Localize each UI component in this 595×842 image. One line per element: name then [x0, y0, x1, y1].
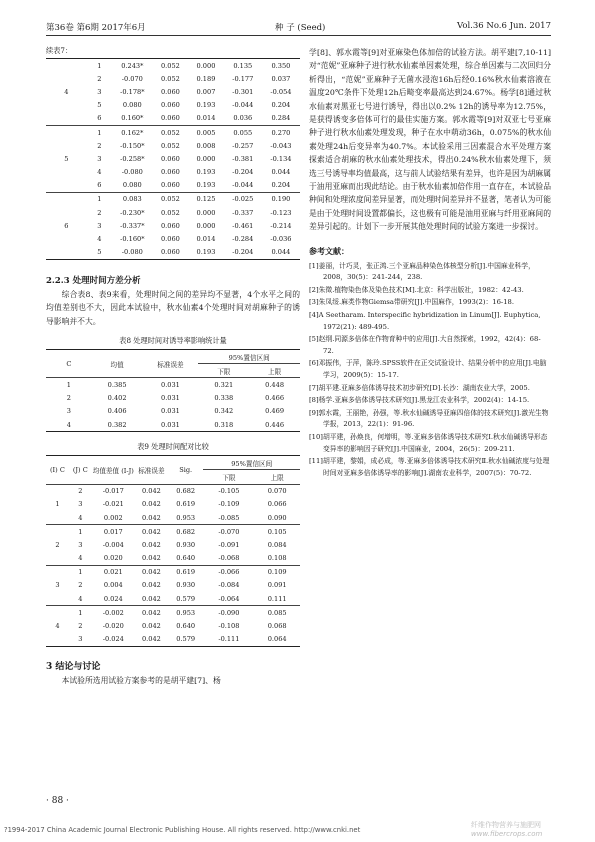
- table-cell: 0.402: [107, 394, 127, 403]
- section-3-title: 3 结论与讨论: [46, 661, 101, 672]
- table-cell: 0.042: [141, 527, 161, 536]
- table-cell: 0.020: [103, 554, 123, 563]
- section-223-body: 综合表8、表9来看，处理时间之间的差异均不显著，4个水平之间的均值差别也不大，因此本试验中，秋水仙素4个处理时间对胡麻种子的诱导影响并不大。: [46, 289, 300, 326]
- group-label: 3: [55, 581, 60, 590]
- table-cell: -0.080: [121, 168, 143, 177]
- table-cell: 1: [78, 608, 83, 617]
- table-cell: 2: [78, 622, 83, 630]
- table-cell: -0.178*: [120, 87, 145, 96]
- header-rule: [46, 35, 551, 36]
- table-cell: 0.042: [141, 487, 161, 496]
- reference-item: [11]胡平建，黎娟，成必成，等.亚麻多倍体诱导技术研究Ⅱ.秋水仙碱浓度与处理时间对亚麻多倍体诱导率的影响[J].湖南农业科学，2007(5)：70-72.: [309, 457, 550, 477]
- table-cell: 2: [97, 141, 102, 150]
- table-cell: 0.060: [160, 101, 180, 110]
- table-cell: 3: [97, 221, 102, 230]
- table-cell: 0.052: [160, 141, 180, 150]
- table-cell: -0.068: [218, 554, 240, 563]
- table-cell: 0.066: [267, 500, 287, 509]
- table-cell: 0.060: [160, 87, 180, 96]
- table-cell: 0.068: [267, 622, 287, 630]
- reference-item: [5]赵纲.同源多倍体在作物育种中的应用[J].大自然探索，1992，42(4)：68-72.: [309, 335, 541, 355]
- table-cell: 0.193: [196, 248, 216, 257]
- group-label: 4: [64, 87, 69, 96]
- table-row: [46, 484, 300, 498]
- table-row: [46, 565, 300, 579]
- table-cell: 0.682: [176, 527, 196, 536]
- table-cell: 0.105: [267, 527, 287, 536]
- table-cell: 1: [97, 128, 102, 137]
- table-cell: -0.108: [218, 622, 240, 630]
- table-cell: 0.080: [122, 101, 142, 110]
- table-cell: 0.070: [267, 487, 287, 496]
- table-row: [46, 405, 300, 418]
- table7-caption: 续表7：: [46, 46, 73, 55]
- table-cell: 0.193: [196, 101, 216, 110]
- table-cell: 3: [78, 635, 83, 644]
- table-cell: 0.004: [103, 581, 123, 590]
- table-cell: 0.406: [107, 407, 127, 416]
- table8-caption: 表8 处理时间对诱导率影响统计量: [119, 336, 227, 346]
- table-cell: 0.350: [271, 61, 291, 70]
- group-label: 1: [55, 500, 60, 509]
- reference-item: [10]胡平建，孙焕良，何增明，等.亚麻多倍体诱导技术研究Ⅰ.秋水仙碱诱导形态变异率的影响因子研究[J].中国麻业，2004，26(5)：209-211.: [309, 433, 548, 453]
- table-cell: 0.005: [196, 128, 216, 137]
- table-cell: 4: [97, 168, 102, 177]
- table-cell: 0.640: [176, 554, 196, 563]
- table-cell: 4: [66, 420, 71, 429]
- table-row: [46, 378, 300, 392]
- table-cell: -0.044: [232, 181, 254, 190]
- table-cell: -0.150*: [120, 141, 145, 150]
- table-cell: 0.085: [267, 608, 287, 617]
- table-cell: 0.052: [160, 74, 180, 83]
- table-cell: 3: [78, 540, 83, 549]
- table-cell: 0.318: [214, 420, 234, 429]
- table-cell: -0.461: [232, 221, 254, 230]
- table7: [46, 58, 300, 260]
- table-cell: 6: [97, 114, 102, 123]
- reference-list: [309, 261, 551, 480]
- table-cell: 0.160*: [121, 114, 144, 123]
- table-cell: 0.108: [267, 554, 287, 563]
- watermark-url: www.fibercrops.com: [471, 830, 543, 838]
- group-label: 4: [55, 622, 60, 630]
- table-cell: -0.002: [102, 608, 124, 617]
- table-cell: 0.338: [214, 394, 234, 403]
- table-cell: 0.579: [176, 594, 196, 603]
- table-cell: 4: [78, 554, 83, 563]
- table-cell: 2: [66, 394, 71, 403]
- reference-item: [1]姜丽，计巧灵，张正鸿.三个亚麻品种染色体核型分析[J].中国麻业科学，2008，30(5)：241-244，238.: [309, 261, 535, 282]
- table-cell: -0.134: [270, 154, 292, 163]
- table-row: [46, 633, 300, 647]
- table-cell: 0.014: [196, 235, 216, 244]
- table-cell: 0.193: [196, 181, 216, 190]
- table-cell: 0.060: [160, 235, 180, 244]
- section-3-body: 本试验所选用试验方案参考的是胡平建[7]、杨: [61, 675, 221, 685]
- table-cell: 0.052: [160, 195, 180, 204]
- table-cell: -0.044: [232, 101, 254, 110]
- table-cell: 6: [97, 181, 102, 190]
- table9-header-i: (I) C: [49, 465, 65, 474]
- table-cell: 0.084: [267, 540, 287, 549]
- table-cell: 0.031: [161, 420, 180, 429]
- table-cell: 0.042: [141, 568, 161, 577]
- reference-item: [7]胡平建.亚麻多倍体诱导技术初步研究[D].长沙：湖南农业大学，2005.: [309, 383, 530, 392]
- table-row: [46, 579, 300, 592]
- table-cell: 0.083: [122, 195, 142, 204]
- table-cell: 0.682: [176, 487, 196, 496]
- table-cell: -0.337: [232, 208, 254, 217]
- watermark-text: 纤维作物营养与施肥网: [471, 821, 541, 829]
- table-cell: 0.466: [265, 394, 285, 403]
- copyright-line: ?1994-2017 China Academic Journal Electronic Publishing House. All rights reserved. http://www.cnki.net: [4, 826, 361, 834]
- table-cell: -0.160*: [120, 235, 145, 244]
- table-row: [46, 538, 300, 551]
- table-cell: 0.042: [141, 622, 161, 630]
- table9: [46, 455, 300, 647]
- table-cell: 0.052: [160, 61, 180, 70]
- table9-header-ci: 95%置信区间: [203, 456, 300, 470]
- table-cell: -0.021: [102, 500, 124, 509]
- journal-name: 种 子 (Seed): [275, 23, 326, 33]
- table-cell: 0.008: [196, 141, 216, 150]
- group-label: 6: [64, 221, 69, 230]
- table-row: [46, 525, 300, 539]
- table-cell: 3: [97, 154, 102, 163]
- reference-item: [4]A Seetharam. Interspecific hybridization in Linum[J]. Euphytica, 1972(21): 489-495.: [309, 311, 541, 331]
- table-cell: -0.204: [232, 168, 254, 177]
- reference-item: [6]邓振伟，于萍，陈玲.SPSS软件在正交试验设计、结果分析中的应用[J].电脑学习，2009(5)：15-17.: [309, 359, 547, 380]
- table-cell: 0.382: [107, 420, 127, 429]
- table-cell: -0.091: [218, 540, 240, 549]
- table-row: [46, 619, 300, 632]
- reference-item: [2]朱徵.植物染色体及染色技术[M].北京：科学出版社，1982：42-43.: [309, 285, 524, 294]
- table-cell: 0.042: [141, 608, 161, 617]
- table-cell: 0.448: [265, 381, 285, 389]
- table-cell: 0.446: [265, 420, 285, 429]
- table-cell: -0.204: [232, 248, 254, 257]
- table-cell: 5: [97, 248, 102, 257]
- table-cell: 4: [78, 594, 83, 603]
- table-cell: 0.000: [196, 61, 216, 70]
- section-223-title: 2.2.3 处理时间方差分析: [46, 275, 141, 286]
- table-cell: 0.055: [233, 128, 253, 137]
- table-cell: 0.109: [267, 568, 287, 577]
- table-cell: 0.017: [103, 527, 123, 536]
- table-cell: -0.109: [218, 500, 240, 509]
- table-cell: 1: [97, 61, 102, 70]
- table-row: [46, 392, 300, 405]
- table-cell: 0.080: [122, 181, 142, 190]
- table-cell: 0.090: [267, 513, 287, 522]
- table-cell: 0.189: [196, 74, 216, 83]
- table-cell: 0.060: [160, 248, 180, 257]
- table-cell: 0.060: [160, 114, 180, 123]
- right-column: [309, 46, 551, 480]
- group-label: 5: [64, 154, 69, 163]
- table-cell: -0.090: [218, 608, 240, 617]
- table-cell: -0.214: [270, 221, 292, 230]
- group-label: 2: [55, 540, 60, 549]
- table-cell: 0.036: [233, 114, 253, 123]
- table-cell: 0.342: [214, 407, 234, 416]
- table-row: [46, 59, 300, 73]
- table-cell: -0.230*: [120, 208, 145, 217]
- table-cell: -0.177: [232, 74, 254, 83]
- table-cell: -0.257: [232, 141, 254, 150]
- table8-header-c: C: [66, 359, 72, 368]
- table-cell: 1: [97, 195, 102, 204]
- table-cell: -0.036: [270, 235, 292, 244]
- table-cell: -0.070: [218, 527, 240, 536]
- table-cell: -0.043: [270, 141, 292, 150]
- table-cell: 3: [66, 407, 71, 416]
- left-column: [46, 46, 300, 687]
- table-cell: 0.002: [103, 513, 123, 522]
- table-cell: 0.060: [160, 181, 180, 190]
- table8-header-lower: 下限: [217, 367, 231, 376]
- table-row: [46, 551, 300, 565]
- table8-header-upper: 上限: [268, 367, 282, 376]
- table9-header-j: (J) C: [72, 465, 88, 474]
- table-cell: 0.193: [196, 168, 216, 177]
- table-cell: -0.284: [232, 235, 254, 244]
- table9-header-lower: 下限: [222, 473, 236, 482]
- table-cell: -0.301: [232, 87, 254, 96]
- table-cell: 0.060: [160, 154, 180, 163]
- table-cell: 0.135: [233, 61, 253, 70]
- table-cell: 3: [78, 500, 83, 509]
- table-cell: 0.042: [141, 540, 161, 549]
- table9-header-sig: Sig.: [179, 465, 193, 474]
- table-row: [46, 592, 300, 606]
- table-cell: 0.052: [160, 128, 180, 137]
- table-cell: 0.064: [267, 635, 287, 644]
- table-cell: 0.060: [160, 168, 180, 177]
- table-cell: 0.031: [161, 381, 180, 389]
- table-cell: 0.060: [160, 221, 180, 230]
- table-cell: 0.042: [141, 581, 161, 590]
- table-cell: 0.640: [176, 622, 196, 630]
- table-cell: -0.025: [232, 195, 254, 204]
- journal-volume: Vol.36 No.6 Jun. 2017: [456, 21, 551, 31]
- table-cell: 5: [97, 101, 102, 110]
- table-cell: 4: [78, 513, 83, 522]
- table-cell: 0.579: [176, 635, 196, 644]
- table-cell: -0.084: [218, 581, 240, 590]
- table-cell: -0.258*: [120, 154, 145, 163]
- table-cell: -0.024: [102, 635, 124, 644]
- table-cell: 0.042: [141, 635, 161, 644]
- table-cell: -0.080: [121, 248, 143, 257]
- table-cell: 0.031: [161, 407, 180, 416]
- table-cell: 0.044: [271, 168, 291, 177]
- table-cell: 1: [66, 381, 71, 389]
- table-cell: 0.284: [271, 114, 291, 123]
- table-cell: 0.031: [161, 394, 180, 403]
- table-cell: 1: [78, 568, 83, 577]
- table-cell: 0.014: [196, 114, 216, 123]
- references-title: 参考文献：: [309, 245, 349, 256]
- table-cell: 2: [78, 581, 83, 590]
- table-cell: 0.321: [214, 381, 234, 389]
- table-cell: 0.111: [267, 594, 287, 603]
- journal-issue-info: 第36卷 第6期 2017年6月: [46, 23, 146, 33]
- table-cell: 0.052: [160, 208, 180, 217]
- table-cell: 0.930: [176, 581, 196, 590]
- table-cell: 0.091: [267, 581, 287, 590]
- reference-item: [3]朱凤绥.麻类作物Giemsa带研究[J].中国麻作，1993(2)：16-18.: [309, 298, 515, 307]
- page-number: · 88 ·: [46, 796, 69, 806]
- table-cell: 0.044: [271, 248, 291, 257]
- table-cell: -0.105: [218, 487, 240, 496]
- table-cell: 0.125: [196, 195, 216, 204]
- table-cell: 0.042: [141, 594, 161, 603]
- table-cell: 0.953: [176, 608, 196, 617]
- table-cell: -0.070: [121, 74, 143, 83]
- table-cell: -0.085: [218, 513, 240, 522]
- table-row: [46, 498, 300, 511]
- table8-header-ci: 95%置信区间: [198, 350, 300, 364]
- reference-item: [9]郭水霞，王丽艳，孙强，等.秋水仙碱诱导亚麻四倍体的技术研究[J].激光生物学报，2013，22(1)：91-96.: [309, 408, 549, 429]
- table9-header-upper: 上限: [270, 473, 284, 482]
- table-cell: 3: [97, 87, 102, 96]
- table-cell: 0.042: [141, 513, 161, 522]
- table-cell: -0.054: [270, 87, 292, 96]
- table-cell: 2: [97, 74, 102, 83]
- table-cell: 0.021: [103, 568, 123, 577]
- table-cell: 0.953: [176, 513, 196, 522]
- table-cell: 0.042: [141, 500, 161, 509]
- table-cell: -0.381: [232, 154, 254, 163]
- table-cell: -0.111: [218, 635, 240, 644]
- table9-header-diff: 均值差值 (I-J): [92, 466, 134, 475]
- table-row: [46, 606, 300, 620]
- discussion-text: 学[8]、郭水霞等[9]对亚麻染色体加倍的试验方法。胡平建[7,10-11]对“范妮”亚麻种子进行秋水仙素单因素处理，综合单因素与二次回归分析得出，“范妮”亚麻种子无菌水浸泡16h后经0.16%秋水仙素溶液在温度20℃条件下处理12h后畸变率最高达到24.67%。杨学[8]通过秋水仙素对黑亚七号进行诱导，得出以0.2% 12h的诱导率为12.75%，是获得诱变多倍体可行的最佳实施方案。郭水霞等[9]对双亚七号亚麻种子进行秋水仙素处理发现，种子在水中萌动36h，0.075%的秋水仙素处理24h后变异率为40.7%。本试验采用三因素混合水平处理方案探索适合胡麻的秋水仙素处理技术，得出0.24%秋水仙素处理下，须选三号诱导率均值最高，这与前人试验结果有差异，也许是因为胡麻属于油用亚麻而出现此结论。由于秋水仙素加倍作用一直存在，本试验品种间和处理浓度间差异显著，而处理时间差异并不显著，笔者认为可能是由于处理时间设置都偏长，这也极有可能是油用亚麻与纤用亚麻间的差异引起的。计划下一步开展其他处理时间的试验方案进一步探讨。: [309, 48, 551, 232]
- table-row: [46, 192, 300, 206]
- table-cell: -0.017: [102, 487, 124, 496]
- table-cell: 2: [78, 487, 83, 496]
- table-cell: -0.066: [218, 568, 240, 577]
- table9-header-se: 标准误差: [138, 466, 165, 475]
- table8-header-mean: 均值: [110, 360, 124, 369]
- table-cell: -0.004: [102, 540, 124, 549]
- table-cell: 0.619: [176, 568, 196, 577]
- table9-caption: 表9 处理时间配对比较: [137, 442, 209, 452]
- table-cell: 1: [78, 527, 83, 536]
- table8: [46, 349, 300, 432]
- table-cell: 0.037: [271, 74, 291, 83]
- table-cell: 0.162*: [121, 128, 144, 137]
- table-cell: -0.337*: [120, 221, 145, 230]
- table-cell: -0.123: [270, 208, 292, 217]
- table8-header-se: 标准误差: [157, 360, 184, 369]
- reference-item: [8]杨学.亚麻多倍体诱导技术研究[J].黑龙江农业科学，2002(4)：14-15.: [309, 396, 530, 405]
- table-cell: 4: [97, 235, 102, 244]
- table-cell: 0.243*: [121, 61, 144, 70]
- table-cell: -0.064: [218, 594, 240, 603]
- table-cell: 0.619: [176, 500, 196, 509]
- table-row: [46, 418, 300, 432]
- table-row: [46, 125, 300, 139]
- table-cell: 0.385: [107, 381, 127, 389]
- table-cell: 0.204: [271, 101, 291, 110]
- table-cell: 0.024: [103, 594, 123, 603]
- table-cell: 0.000: [196, 154, 216, 163]
- table-row: [46, 511, 300, 525]
- table-cell: 0.270: [271, 128, 291, 137]
- table-cell: 0.042: [141, 554, 161, 563]
- table-cell: 0.007: [196, 87, 216, 96]
- table-cell: 0.190: [271, 195, 291, 204]
- table-cell: -0.020: [102, 622, 124, 630]
- table-cell: 0.000: [196, 221, 216, 230]
- table-cell: 2: [97, 208, 102, 217]
- table-cell: 0.930: [176, 540, 196, 549]
- table-cell: 0.000: [196, 208, 216, 217]
- table-cell: 0.204: [271, 181, 291, 190]
- table-cell: 0.469: [265, 407, 285, 416]
